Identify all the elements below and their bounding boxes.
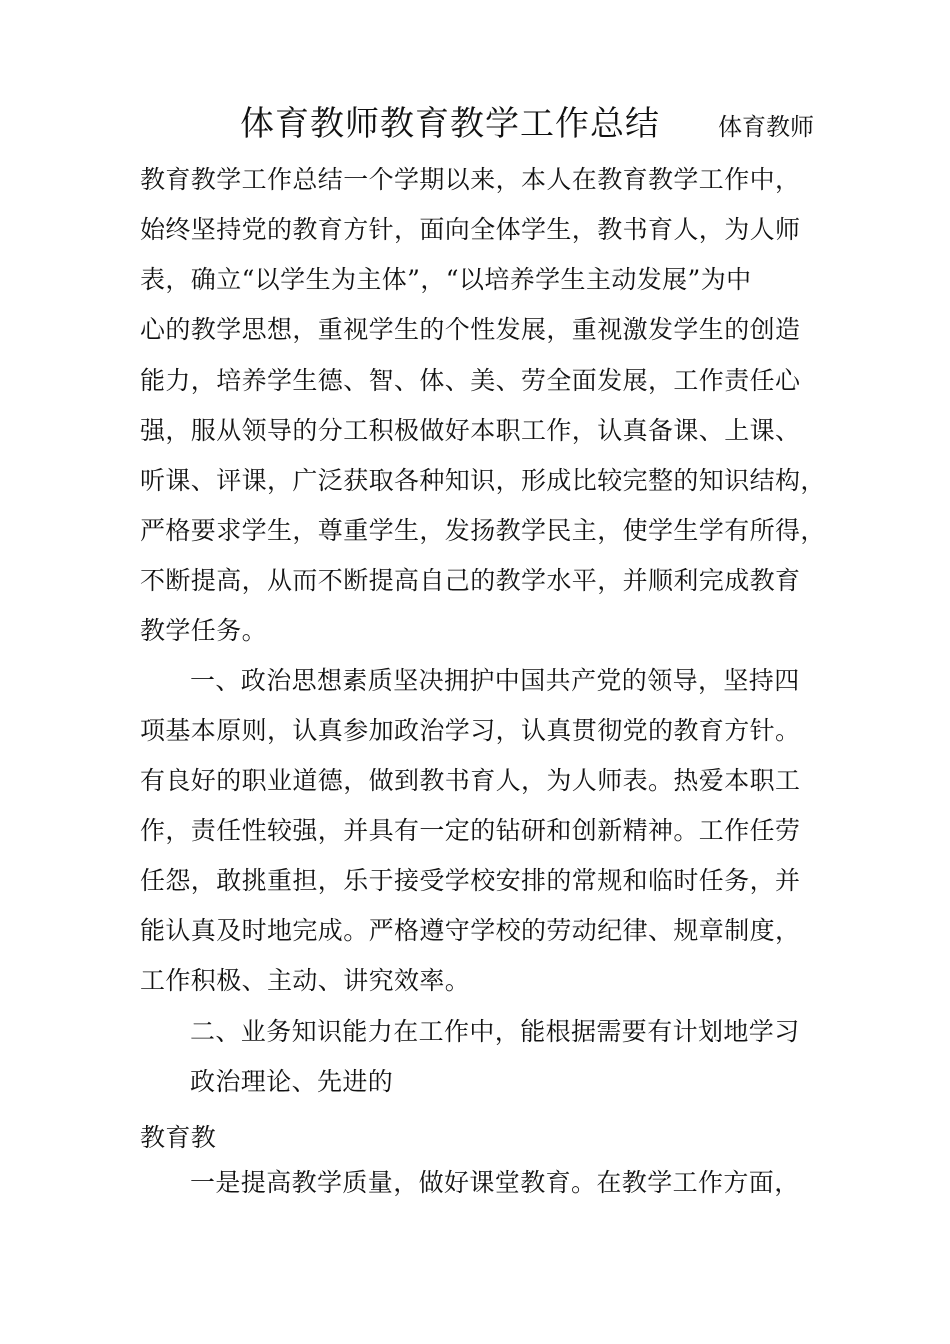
title-continuation: 体育教师 [718,113,814,141]
text-line: 听课、评课，广泛获取各种知识，形成比较完整的知识结构， [140,466,826,495]
text-line: 教学任务。 [140,616,268,645]
text-line: 教育教 [140,1123,217,1152]
text-line: 始终坚持党的教育方针，面向全体学生，教书育人，为人师 [140,215,801,244]
text-line: 能力，培养学生德、智、体、美、劳全面发展，工作责任心 [140,366,801,395]
section-heading-1: 一、政治思想素质坚决拥护中国共产党的领导，坚持四 [190,666,800,695]
text-line: 作，责任性较强，并具有一定的钻研和创新精神。工作任劳 [140,816,801,845]
text-line: 任怨，敢挑重担，乐于接受学校安排的常规和临时任务，并 [140,866,801,895]
text-line: 表，确立“以学生为主体”，“以培养学生主动发展”为中 [140,265,752,294]
text-line: 工作积极、主动、讲究效率。 [140,966,471,995]
text-line: 项基本原则，认真参加政治学习，认真贯彻党的教育方针。 [140,716,801,745]
section-heading-2: 二、业务知识能力在工作中，能根据需要有计划地学习 [190,1017,800,1046]
text-line: 一是提高教学质量，做好课堂教育。在教学工作方面， [190,1168,800,1197]
text-line: 严格要求学生，尊重学生，发扬教学民主，使学生学有所得， [140,516,826,545]
text-line: 心的教学思想，重视学生的个性发展，重视激发学生的创造 [140,315,801,344]
text-line: 不断提高，从而不断提高自己的教学水平，并顺利完成教育 [140,566,801,595]
document-title: 体育教师教育教学工作总结 [240,104,660,144]
text-line: 教育教学工作总结一个学期以来，本人在教育教学工作中， [140,165,801,194]
text-line: 能认真及时地完成。严格遵守学校的劳动纪律、规章制度， [140,916,801,945]
text-line: 强，服从领导的分工积极做好本职工作，认真备课、上课、 [140,416,801,445]
text-line: 政治理论、先进的 [190,1067,394,1096]
text-line: 有良好的职业道德，做到教书育人，为人师表。热爱本职工 [140,766,801,795]
